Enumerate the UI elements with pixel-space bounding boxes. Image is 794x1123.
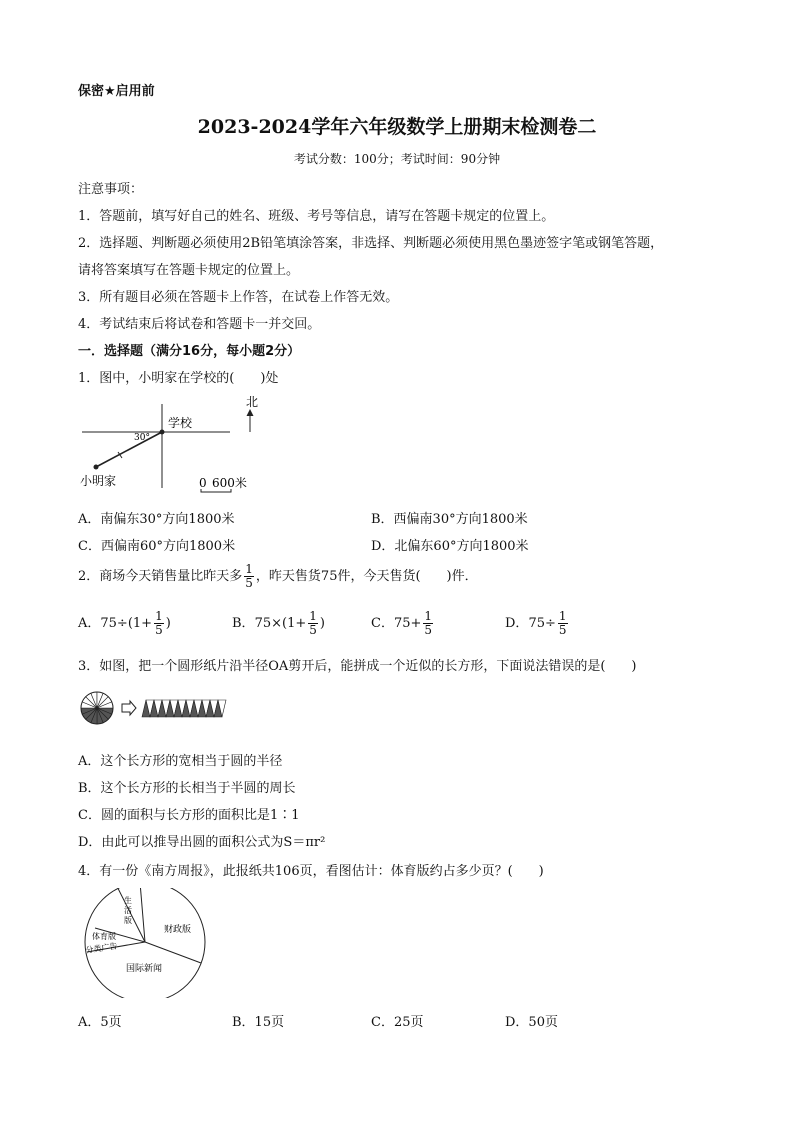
q4-option-c[interactable]: C．25页	[371, 1015, 424, 1030]
notice-item-1: 1．答题前，填写好自己的姓名、班级、考号等信息，请写在答题卡规定的位置上。	[78, 209, 555, 224]
fraction-denominator: 5	[558, 623, 567, 637]
fraction-numerator: 1	[245, 562, 253, 576]
option-expression: 75+	[393, 616, 422, 631]
fraction-denominator: 5	[424, 623, 433, 637]
q1-stem: 1．图中，小明家在学校的( )处	[78, 371, 279, 386]
q2-option-d[interactable]	[505, 610, 570, 637]
notice-item-2-cont: 请将答案填写在答题卡规定的位置上。	[78, 263, 300, 278]
q4-option-b[interactable]: B．15页	[232, 1015, 285, 1030]
option-fraction	[558, 610, 568, 637]
home-label: 小明家	[80, 474, 117, 488]
option-expression: 75÷	[528, 616, 556, 631]
q3-stem: 3．如图，把一个圆形纸片沿半径OA剪开后，能拼成一个近似的长方形，下面说法错误的是( )	[78, 659, 637, 674]
pie-label-ads: 分类广告	[85, 941, 118, 955]
pie-label-life-2: 活	[124, 906, 132, 915]
q4-option-a[interactable]: A．5页	[78, 1015, 122, 1030]
arrow-right-icon	[122, 701, 136, 715]
q2-stem	[78, 563, 478, 590]
fraction-denominator: 5	[155, 623, 163, 637]
q2-option-c[interactable]	[371, 610, 435, 637]
confidential-mark: 保密★启用前	[78, 84, 155, 99]
q4-pie-figure	[78, 888, 218, 998]
q1-option-d[interactable]: D．北偏东60°方向1800米	[371, 539, 529, 554]
fraction-denominator: 5	[245, 576, 253, 590]
notice-item-2: 2．选择题、判断题必须使用2B铅笔填涂答案，非选择、判断题必须使用黑色墨迹签字笔或钢笔答题，	[78, 236, 664, 251]
exam-title: 2023-2024学年六年级数学上册期末检测卷二	[197, 116, 597, 138]
q1-option-b[interactable]: B．西偏南30°方向1800米	[371, 512, 528, 527]
option-expression: 75×(1+	[254, 616, 307, 631]
option-label: A．	[78, 616, 101, 631]
option-close-paren: )	[165, 616, 171, 631]
q2-stem-fraction	[244, 563, 254, 590]
notice-heading: 注意事项：	[78, 182, 144, 197]
scale-value: 600米	[212, 476, 247, 490]
q4-option-d[interactable]: D．50页	[505, 1015, 558, 1030]
q1-option-c[interactable]: C．西偏南60°方向1800米	[78, 539, 236, 554]
q4-stem: 4．有一份《南方周报》，此报纸共106页，看图估计：体育版约占多少页？( )	[78, 864, 544, 879]
option-label: D．	[505, 616, 529, 631]
rearranged-rectangle	[142, 700, 226, 717]
school-label: 学校	[168, 416, 193, 430]
q2-option-a[interactable]	[78, 610, 171, 637]
option-label: C．	[371, 616, 394, 631]
q3-option-d[interactable]: D．由此可以推导出圆的面积公式为S＝πr²	[78, 835, 326, 850]
q2-stem-part-2: ，昨天售货75件，今天售货( )件．	[255, 569, 478, 584]
angle-label: 30°	[134, 433, 150, 443]
q3-option-b[interactable]: B．这个长方形的长相当于半圆的周长	[78, 781, 296, 796]
q3-option-a[interactable]: A．这个长方形的宽相当于圆的半径	[78, 754, 283, 769]
north-label: 北	[246, 395, 259, 409]
fraction-numerator: 1	[424, 609, 433, 623]
q2-option-b[interactable]	[232, 610, 325, 637]
pie-label-finance: 财政版	[164, 925, 192, 935]
north-arrow-icon	[247, 409, 254, 416]
pie-label-life-3: 版	[124, 916, 132, 925]
notice-item-4: 4．考试结束后将试卷和答题卡一并交回。	[78, 317, 321, 332]
section-heading: 一．选择题（满分16分，每小题2分）	[78, 344, 301, 359]
exam-subtitle: 考试分数：100分；考试时间：90分钟	[293, 152, 501, 166]
fraction-denominator: 5	[309, 623, 317, 637]
pie-label-sports: 体育版	[92, 932, 116, 941]
option-fraction	[154, 610, 164, 637]
notice-item-3: 3．所有题目必须在答题卡上作答，在试卷上作答无效。	[78, 290, 399, 305]
pie-label-intl: 国际新闻	[126, 964, 163, 974]
q3-circle-figure	[78, 688, 228, 728]
option-fraction	[308, 610, 318, 637]
option-expression: 75÷(1+	[100, 616, 153, 631]
fraction-numerator: 1	[155, 609, 163, 623]
pie-label-life-1: 生	[124, 896, 132, 905]
q3-option-c[interactable]: C．圆的面积与长方形的面积比是1∶1	[78, 808, 300, 823]
fraction-numerator: 1	[558, 609, 567, 623]
option-fraction	[423, 610, 433, 637]
option-close-paren: )	[319, 616, 325, 631]
scale-zero: 0	[199, 476, 207, 490]
q1-direction-figure	[78, 392, 278, 494]
q1-option-a[interactable]: A．南偏东30°方向1800米	[78, 512, 235, 527]
fraction-numerator: 1	[309, 609, 317, 623]
q2-stem-part-1: 2．商场今天销售量比昨天多	[78, 569, 243, 584]
option-label: B．	[232, 616, 255, 631]
